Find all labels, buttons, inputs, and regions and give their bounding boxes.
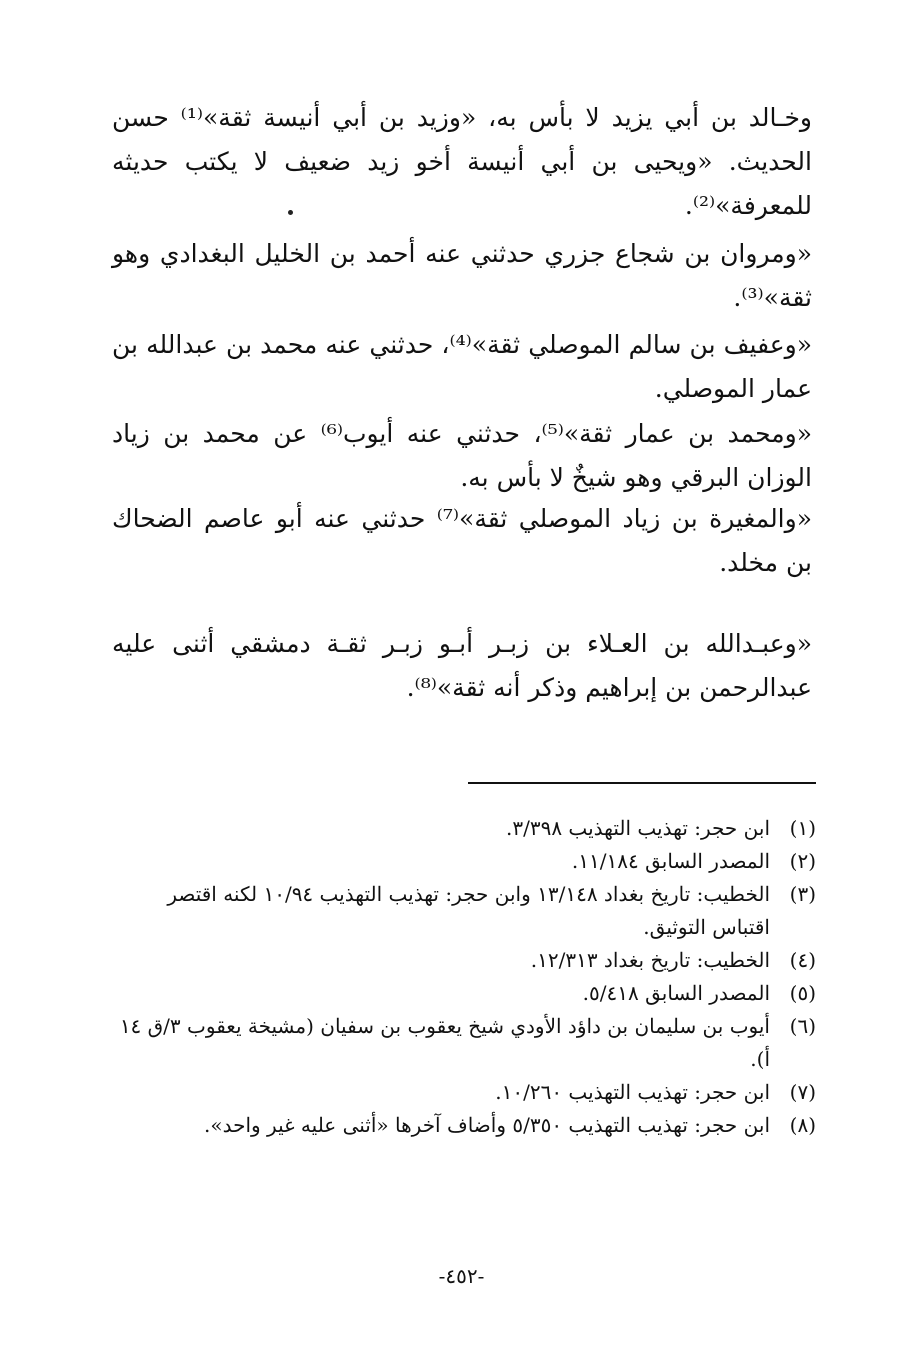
footnote-text: ابن حجر: تهذيب التهذيب ٥/٣٥٠ وأضاف آخرها «أثنى عليه غير واحد». [204, 1113, 770, 1137]
footnote-item [112, 845, 816, 878]
footnote-text: أيوب بن سليمان بن داؤد الأودي شيخ يعقوب بن سفيان (مشيخة يعقوب ٣/ق ١٤ أ). [119, 1014, 770, 1071]
paragraph-text: «ومروان بن شجاع جزري حدثني عنه أحمد بن الخليل البغدادي وهو ثقة»⁽³⁾. [112, 239, 812, 312]
main-paragraph-5 [112, 497, 812, 585]
footnote-number: (٧) [789, 1080, 816, 1104]
footnote-separator [468, 782, 816, 784]
footnote-number: (٤) [789, 948, 816, 972]
footnote-item [112, 1076, 816, 1109]
ink-speck [288, 210, 293, 215]
footnote-item [112, 878, 816, 944]
footnote-number: (٣) [789, 882, 816, 906]
main-paragraph-6 [112, 622, 812, 710]
footnote-number: (٦) [789, 1014, 816, 1038]
footnote-item [112, 944, 816, 977]
footnotes-list [112, 812, 816, 1142]
footnote-number: (٥) [789, 981, 816, 1005]
main-paragraph-2 [112, 232, 812, 320]
page-number: -٤٥٢- [438, 1264, 485, 1288]
footnote-item [112, 1109, 816, 1142]
footnote-text: الخطيب: تاريخ بغداد ١٣/١٤٨ وابن حجر: تهذيب التهذيب ١٠/٩٤ لكنه اقتصر اقتباس التوثيق. [167, 882, 770, 939]
footnote-item [112, 812, 816, 845]
footnote-text: الخطيب: تاريخ بغداد ١٢/٣١٣. [530, 948, 770, 972]
paragraph-text: «وعبـدالله بن العـلاء بن زبـر أبـو زبـر ثقـة دمشقي أثنى عليه عبدالرحمن بن إبراهيم وذكر أنه ثقة»⁽⁸⁾. [112, 629, 812, 702]
footnote-text: ابن حجر: تهذيب التهذيب ٣/٣٩٨. [506, 816, 770, 840]
footnote-text: المصدر السابق ١١/١٨٤. [571, 849, 770, 873]
footnote-number: (٨) [789, 1113, 816, 1137]
paragraph-text: وخـالد بن أبي يزيد لا بأس به، «وزيد بن أبي أنيسة ثقة»⁽¹⁾ حسن الحديث. «ويحيى بن أبي أنيسة أخو زيد ضعيف لا يكتب حديثه للمعرفة»⁽²⁾. [112, 103, 812, 220]
main-paragraph-1 [112, 96, 812, 228]
footnote-item [112, 977, 816, 1010]
footnote-number: (٢) [789, 849, 816, 873]
footnote-number: (١) [789, 816, 816, 840]
paragraph-text: «وعفيف بن سالم الموصلي ثقة»⁽⁴⁾، حدثني عنه محمد بن عبدالله بن عمار الموصلي. [112, 330, 812, 403]
main-paragraph-4 [112, 412, 812, 500]
footnote-text: المصدر السابق ٥/٤١٨. [582, 981, 770, 1005]
paragraph-text: «والمغيرة بن زياد الموصلي ثقة»⁽⁷⁾ حدثني عنه أبو عاصم الضحاك بن مخلد. [112, 504, 812, 577]
paragraph-text: «ومحمد بن عمار ثقة»⁽⁵⁾، حدثني عنه أيوب⁽⁶⁾ عن محمد بن زياد الوزان البرقي وهو شيخٌ لا بأس به. [112, 419, 813, 492]
footnote-item [112, 1010, 816, 1076]
main-paragraph-3 [112, 323, 812, 411]
footnote-text: ابن حجر: تهذيب التهذيب ١٠/٢٦٠. [495, 1080, 770, 1104]
